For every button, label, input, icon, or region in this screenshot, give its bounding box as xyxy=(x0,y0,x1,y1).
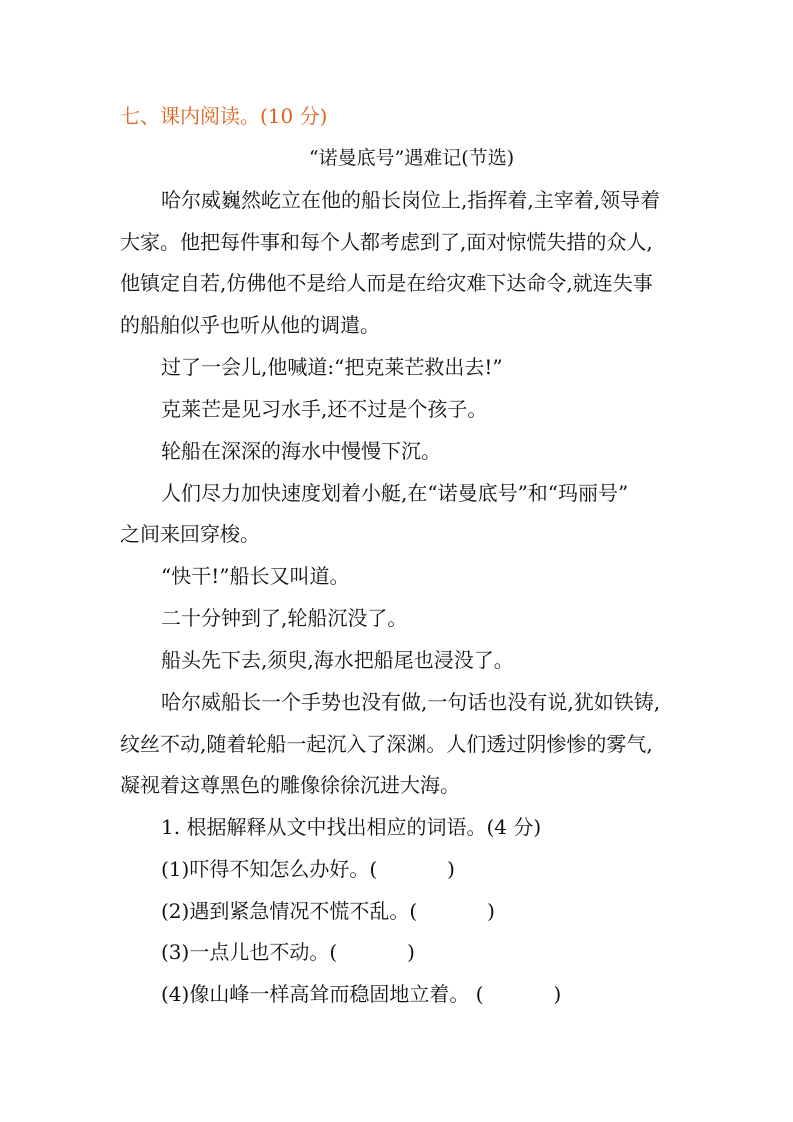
question-item-1-close: ) xyxy=(447,857,455,881)
section-heading: 七、课内阅读。(10 分) xyxy=(120,104,328,128)
paragraph-6: “快干!”船长又叫道。 xyxy=(161,564,350,588)
paragraph-1-line-3: 他镇定自若,仿佛他不是给人而是在给灾难下达命令,就连失事 xyxy=(120,271,653,295)
paragraph-8: 船头先下去,须臾,海水把船尾也浸没了。 xyxy=(161,648,514,672)
paragraph-9-line-2: 纹丝不动,随着轮船一起沉入了深渊。人们透过阴惨惨的雾气, xyxy=(120,732,653,756)
question-item-3-close: ) xyxy=(407,940,415,964)
paragraph-1-line-2: 大家。他把每件事和每个人都考虑到了,面对惊慌失措的众人, xyxy=(120,230,653,254)
question-item-4-text: (4)像山峰一样高耸而稳固地立着。 ( xyxy=(161,982,484,1006)
question-item-1-text: (1)吓得不知怎么办好。( xyxy=(161,857,378,881)
paragraph-9-line-3: 凝视着这尊黑色的雕像徐徐沉进大海。 xyxy=(120,773,460,797)
question-item-1 xyxy=(161,857,455,881)
question-item-2-text: (2)遇到紧急情况不慌不乱。( xyxy=(161,899,418,923)
paragraph-5-line-2: 之间来回穿梭。 xyxy=(120,522,260,546)
question-item-4-close: ) xyxy=(553,982,562,1006)
paragraph-1-line-4: 的船舶似乎也听从他的调遣。 xyxy=(120,313,380,337)
passage-title: “诺曼底号”遇难记(节选) xyxy=(308,147,515,169)
question-item-2-close: ) xyxy=(487,899,495,923)
question-item-4 xyxy=(161,982,561,1006)
paragraph-3: 克莱芒是见习水手,还不过是个孩子。 xyxy=(161,397,488,421)
paragraph-1-line-1: 哈尔威巍然屹立在他的船长岗位上,指挥着,主宰着,领导着 xyxy=(161,188,661,212)
question-1-prompt: 1. 根据解释从文中找出相应的词语。(4 分) xyxy=(161,815,542,839)
paragraph-4: 轮船在深深的海水中慢慢下沉。 xyxy=(161,439,441,463)
paragraph-9-line-1: 哈尔威船长一个手势也没有做,一句话也没有说,犹如铁铸, xyxy=(161,690,661,714)
paragraph-7: 二十分钟到了,轮船沉没了。 xyxy=(161,606,408,630)
question-item-3-text: (3)一点儿也不动。( xyxy=(161,940,338,964)
question-item-2 xyxy=(161,899,495,923)
paragraph-5-line-1: 人们尽力加快速度划着小艇,在“诺曼底号”和“玛丽号” xyxy=(161,481,629,505)
paragraph-2: 过了一会儿,他喊道:“把克莱芒救出去!” xyxy=(161,355,503,379)
question-item-3 xyxy=(161,940,415,964)
